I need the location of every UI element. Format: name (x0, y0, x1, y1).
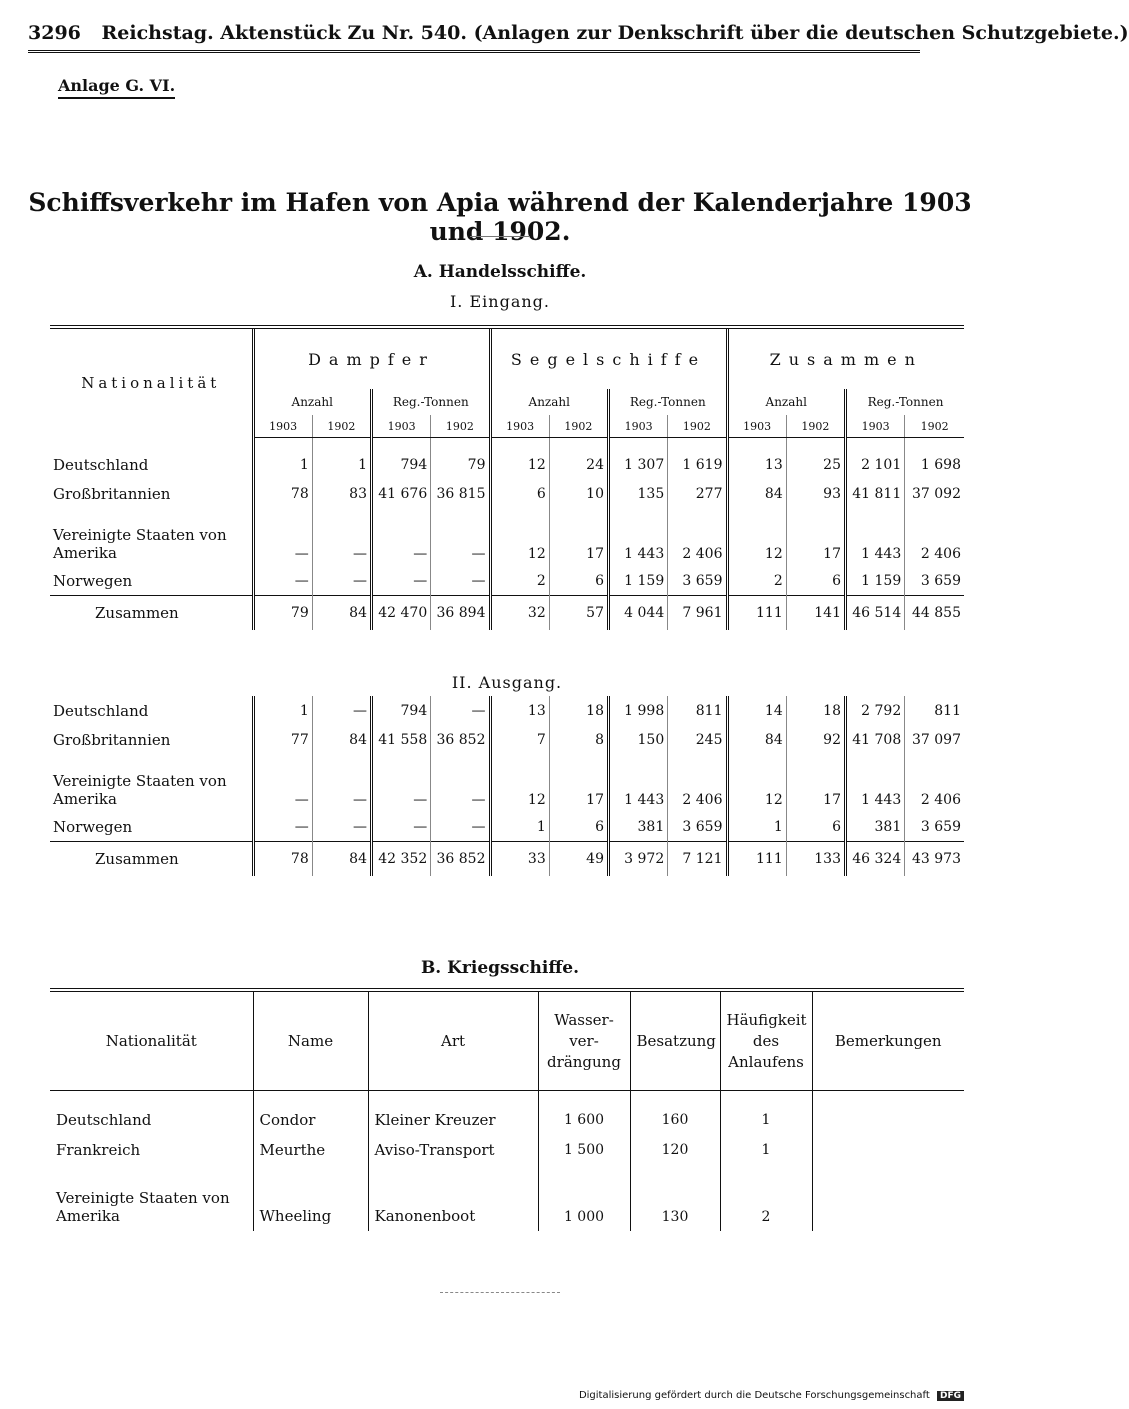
nationality-line: Vereinigte Staaten von (56, 1189, 230, 1207)
nationality-line: Vereinigte Staaten von (53, 772, 227, 790)
col-nationality: Nationalität (50, 327, 253, 438)
col-wasserverdraengung: Wasser- ver- drängung (538, 990, 630, 1091)
value-cell: 84 (312, 725, 371, 754)
nationality-line: Amerika (53, 790, 117, 808)
total-label: Zusammen (50, 596, 253, 631)
value-cell: 1 159 (846, 566, 905, 596)
col-sub-anzahl: Anzahl (727, 389, 846, 415)
section-b-heading: B. Kriegsschiffe. (420, 958, 580, 978)
value-cell: — (372, 508, 431, 566)
displacement-cell: 1 500 (538, 1135, 630, 1165)
value-cell: 42 470 (372, 596, 431, 631)
nationality-cell: Norwegen (53, 571, 133, 590)
value-cell: 1 998 (609, 696, 668, 725)
table-row (50, 1105, 964, 1135)
warships-table (50, 988, 964, 1231)
value-cell: 36 852 (431, 842, 490, 877)
table-row (50, 754, 964, 812)
document-title: Schiffsverkehr im Hafen von Apia während der Kalenderjahre 1903 und 1902. (28, 188, 972, 246)
col-sub-tonnen: Reg.-Tonnen (846, 389, 965, 415)
col-year: 1902 (312, 415, 371, 438)
value-cell: 42 352 (372, 842, 431, 877)
total-label: Zusammen (50, 842, 253, 877)
remarks-cell (812, 1105, 964, 1135)
value-cell: — (431, 508, 490, 566)
ship-type-cell: Aviso-Transport (368, 1135, 538, 1165)
value-cell: 3 659 (905, 812, 964, 842)
col-sub-tonnen: Reg.-Tonnen (609, 389, 728, 415)
value-cell: — (431, 754, 490, 812)
value-cell: 811 (905, 696, 964, 725)
col-sub-anzahl: Anzahl (253, 389, 372, 415)
value-cell: 2 406 (668, 754, 727, 812)
table-row (50, 725, 964, 754)
value-cell: 1 (312, 450, 371, 479)
crew-cell: 120 (630, 1135, 720, 1165)
footer-text: Digitalisierung gefördert durch die Deutsche Forschungsgemeinschaft (578, 1390, 930, 1401)
value-cell: 1 443 (846, 754, 905, 812)
value-cell: 12 (490, 450, 549, 479)
footer (579, 1390, 964, 1401)
nationality-cell: Deutschland (53, 701, 149, 720)
col-name: Name (253, 990, 368, 1091)
value-cell: 25 (786, 450, 845, 479)
value-cell: 79 (431, 450, 490, 479)
value-cell: 133 (786, 842, 845, 877)
table-row (50, 566, 964, 596)
col-bemerkungen: Bemerkungen (812, 990, 964, 1091)
nationality-cell: Deutschland (53, 455, 149, 474)
value-cell: 41 558 (372, 725, 431, 754)
value-cell: 1 619 (668, 450, 727, 479)
value-cell: — (312, 812, 371, 842)
value-cell: 18 (786, 696, 845, 725)
merchant-ships-body (50, 438, 964, 877)
value-cell: — (431, 696, 490, 725)
value-cell: 14 (727, 696, 786, 725)
value-cell: 2 101 (846, 450, 905, 479)
crew-cell: 160 (630, 1105, 720, 1135)
col-year: 1903 (253, 415, 312, 438)
displacement-cell: 1 000 (538, 1165, 630, 1231)
value-cell: 135 (609, 479, 668, 508)
value-cell: 46 324 (846, 842, 905, 877)
value-cell: — (253, 566, 312, 596)
page-number: 3296 (28, 22, 81, 44)
col-year: 1903 (372, 415, 431, 438)
crew-cell: 130 (630, 1165, 720, 1231)
frequency-cell: 1 (720, 1135, 812, 1165)
value-cell: 381 (609, 812, 668, 842)
nationality-line: Vereinigte Staaten von (53, 526, 227, 544)
value-cell: 12 (490, 754, 549, 812)
value-cell: 33 (490, 842, 549, 877)
col-art: Art (368, 990, 538, 1091)
value-cell: 1 307 (609, 450, 668, 479)
spacer-row (50, 1091, 964, 1106)
value-cell: 2 406 (668, 508, 727, 566)
value-cell: 7 (490, 725, 549, 754)
value-cell: 1 698 (905, 450, 964, 479)
table-row (50, 696, 964, 725)
value-cell: 3 659 (668, 812, 727, 842)
col-year: 1902 (905, 415, 964, 438)
col-year: 1903 (727, 415, 786, 438)
value-cell: 6 (549, 812, 608, 842)
col-besatzung: Besatzung (630, 990, 720, 1091)
value-cell: 84 (312, 596, 371, 631)
value-cell: 12 (727, 508, 786, 566)
value-cell: 1 443 (846, 508, 905, 566)
value-cell: 10 (549, 479, 608, 508)
value-cell: 2 406 (905, 754, 964, 812)
value-cell: — (253, 508, 312, 566)
value-cell: 18 (549, 696, 608, 725)
value-cell: 12 (727, 754, 786, 812)
value-cell: — (312, 566, 371, 596)
value-cell: 1 443 (609, 508, 668, 566)
running-title: Reichstag. Aktenstück Zu Nr. 540. (Anlagen zur Denkschrift über die deutschen Schutzgebiete.) (101, 22, 1129, 44)
value-cell: 92 (786, 725, 845, 754)
table-row (50, 508, 964, 566)
col-year: 1902 (786, 415, 845, 438)
nationality-cell (50, 508, 253, 566)
value-cell: 2 (490, 566, 549, 596)
value-cell: 46 514 (846, 596, 905, 631)
remarks-cell (812, 1165, 964, 1231)
title-rule (470, 236, 530, 237)
value-cell: 3 659 (668, 566, 727, 596)
value-cell: 150 (609, 725, 668, 754)
value-cell: 3 972 (609, 842, 668, 877)
value-cell: — (253, 812, 312, 842)
col-year: 1902 (668, 415, 727, 438)
value-cell: 17 (549, 754, 608, 812)
nationality-cell: Deutschland (56, 1111, 152, 1129)
nationality-cell (50, 1165, 253, 1231)
gap-row (50, 630, 964, 668)
remarks-cell (812, 1135, 964, 1165)
col-year: 1902 (549, 415, 608, 438)
ausgang-heading-row (50, 668, 964, 696)
value-cell: 17 (549, 508, 608, 566)
value-cell: 381 (846, 812, 905, 842)
value-cell: 794 (372, 450, 431, 479)
nationality-cell (50, 754, 253, 812)
value-cell: 83 (312, 479, 371, 508)
value-cell: 78 (253, 842, 312, 877)
value-cell: 49 (549, 842, 608, 877)
value-cell: 41 708 (846, 725, 905, 754)
eingang-heading: I. Eingang. (449, 292, 550, 311)
value-cell: 1 (253, 450, 312, 479)
value-cell: — (372, 754, 431, 812)
end-rule (440, 1292, 560, 1293)
value-cell: 36 852 (431, 725, 490, 754)
value-cell: — (372, 566, 431, 596)
section-a-heading: A. Handelsschiffe. (413, 262, 587, 282)
frequency-cell: 2 (720, 1165, 812, 1231)
value-cell: 245 (668, 725, 727, 754)
value-cell: 7 961 (668, 596, 727, 631)
value-cell: 93 (786, 479, 845, 508)
nationality-cell: Großbritannien (53, 484, 171, 503)
col-haeufigkeit: Häufigkeit des Anlaufens (720, 990, 812, 1091)
value-cell: 6 (786, 566, 845, 596)
nationality-cell: Norwegen (53, 817, 133, 836)
table-row (50, 812, 964, 842)
dfg-logo-icon: DFG (937, 1391, 964, 1401)
value-cell: 37 097 (905, 725, 964, 754)
ausgang-heading: II. Ausgang. (451, 672, 563, 692)
ship-name-cell: Condor (253, 1105, 368, 1135)
value-cell: 2 792 (846, 696, 905, 725)
col-group-dampfer: Dampfer (253, 327, 490, 389)
table-row (50, 1135, 964, 1165)
value-cell: 32 (490, 596, 549, 631)
value-cell: 7 121 (668, 842, 727, 877)
value-cell: 111 (727, 842, 786, 877)
value-cell: 36 815 (431, 479, 490, 508)
value-cell: 43 973 (905, 842, 964, 877)
value-cell: 78 (253, 479, 312, 508)
col-group-zusammen: Zusammen (727, 327, 964, 389)
value-cell: 84 (727, 479, 786, 508)
total-row (50, 842, 964, 877)
value-cell: 141 (786, 596, 845, 631)
value-cell: 8 (549, 725, 608, 754)
nationality-cell: Großbritannien (53, 730, 171, 749)
value-cell: — (253, 754, 312, 812)
value-cell: 79 (253, 596, 312, 631)
ship-type-cell: Kanonenboot (368, 1165, 538, 1231)
ship-name-cell: Wheeling (253, 1165, 368, 1231)
col-sub-anzahl: Anzahl (490, 389, 609, 415)
col-year: 1902 (431, 415, 490, 438)
nationality-line: Amerika (53, 544, 117, 562)
value-cell: 12 (490, 508, 549, 566)
spacer-row (50, 438, 964, 451)
value-cell: 1 (490, 812, 549, 842)
col-year: 1903 (609, 415, 668, 438)
table-row (50, 450, 964, 479)
value-cell: 277 (668, 479, 727, 508)
value-cell: 1 (253, 696, 312, 725)
col-year: 1903 (846, 415, 905, 438)
value-cell: 811 (668, 696, 727, 725)
value-cell: 44 855 (905, 596, 964, 631)
value-cell: 3 659 (905, 566, 964, 596)
value-cell: 41 811 (846, 479, 905, 508)
col-nationality: Nationalität (50, 990, 253, 1091)
merchant-ships-table (50, 325, 964, 876)
value-cell: 41 676 (372, 479, 431, 508)
col-sub-tonnen: Reg.-Tonnen (372, 389, 491, 415)
warships-header-row (50, 990, 964, 1091)
table-row (50, 1165, 964, 1231)
total-row (50, 596, 964, 631)
nationality-cell: Frankreich (56, 1141, 141, 1159)
value-cell: 84 (727, 725, 786, 754)
displacement-cell: 1 600 (538, 1105, 630, 1135)
value-cell: — (431, 812, 490, 842)
value-cell: 1 443 (609, 754, 668, 812)
value-cell: 57 (549, 596, 608, 631)
annex-label: Anlage G. VI. (58, 76, 175, 99)
running-header (28, 22, 1129, 44)
nationality-line: Amerika (56, 1207, 120, 1225)
value-cell: 111 (727, 596, 786, 631)
value-cell: 13 (490, 696, 549, 725)
value-cell: 1 (727, 812, 786, 842)
value-cell: 13 (727, 450, 786, 479)
value-cell: — (431, 566, 490, 596)
warships-body (50, 1091, 964, 1232)
value-cell: — (312, 508, 371, 566)
value-cell: — (372, 812, 431, 842)
table-row (50, 479, 964, 508)
ship-name-cell: Meurthe (253, 1135, 368, 1165)
value-cell: 17 (786, 754, 845, 812)
value-cell: 84 (312, 842, 371, 877)
value-cell: 2 406 (905, 508, 964, 566)
value-cell: — (312, 696, 371, 725)
value-cell: 2 (727, 566, 786, 596)
header-rule (28, 50, 920, 53)
value-cell: 17 (786, 508, 845, 566)
value-cell: 4 044 (609, 596, 668, 631)
value-cell: 6 (490, 479, 549, 508)
value-cell: — (312, 754, 371, 812)
value-cell: 1 159 (609, 566, 668, 596)
frequency-cell: 1 (720, 1105, 812, 1135)
value-cell: 37 092 (905, 479, 964, 508)
value-cell: 6 (549, 566, 608, 596)
ship-type-cell: Kleiner Kreuzer (368, 1105, 538, 1135)
value-cell: 36 894 (431, 596, 490, 631)
value-cell: 794 (372, 696, 431, 725)
value-cell: 6 (786, 812, 845, 842)
value-cell: 77 (253, 725, 312, 754)
col-group-segelschiffe: Segelschiffe (490, 327, 727, 389)
value-cell: 24 (549, 450, 608, 479)
col-year: 1903 (490, 415, 549, 438)
